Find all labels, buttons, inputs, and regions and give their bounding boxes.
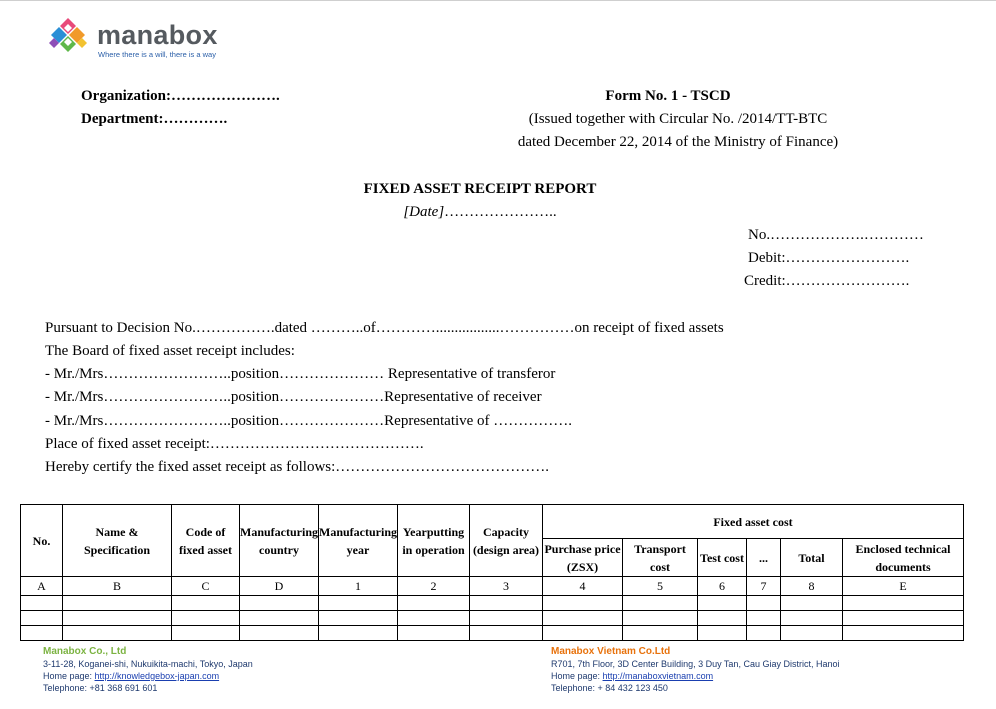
- member-receiver-line: - Mr./Mrs……………………..position…………………Representative of receiver: [45, 389, 542, 405]
- footer-left-homepage-link[interactable]: http://knowledgebox-japan.com: [94, 671, 220, 681]
- header-docs: Enclosed technical documents: [843, 539, 964, 577]
- header-country: Manufacturing country: [240, 505, 319, 577]
- footer-right-company: Manabox Vietnam Co.Ltd: [551, 646, 671, 657]
- department-field: Department:………….: [81, 111, 228, 127]
- header-capacity: Capacity (design area): [470, 505, 543, 577]
- brand-tagline: Where there is a will, there is a way: [98, 50, 216, 59]
- dated-note: dated December 22, 2014 of the Ministry of Finance): [517, 134, 839, 150]
- index-cell: 5: [623, 577, 698, 596]
- member-other-line: - Mr./Mrs……………………..position…………………Representative of …………….: [45, 413, 573, 429]
- index-cell: 7: [747, 577, 781, 596]
- header-etc: ...: [747, 539, 781, 577]
- footer-left-homepage: [43, 670, 253, 682]
- organization-field: Organization:………………….: [81, 88, 280, 104]
- header-test: Test cost: [698, 539, 747, 577]
- header-transport: Transport cost: [623, 539, 698, 577]
- report-date-line: [330, 204, 630, 221]
- table-row: [21, 596, 964, 611]
- footer-right-homepage: [551, 670, 839, 682]
- header-purchase: Purchase price (ZSX): [543, 539, 623, 577]
- place-line: Place of fixed asset receipt:…………………………………….: [45, 436, 424, 452]
- index-cell: 2: [398, 577, 470, 596]
- report-title: FIXED ASSET RECEIPT REPORT: [363, 181, 597, 197]
- index-cell: A: [21, 577, 63, 596]
- footer-left-company: Manabox Co., Ltd: [43, 646, 127, 657]
- page-top-border: [0, 0, 996, 1]
- header-operation: Yearputting in operation: [398, 505, 470, 577]
- table-row: [21, 626, 964, 641]
- footer-right-homepage-link[interactable]: http://manaboxvietnam.com: [602, 671, 714, 681]
- header-cost-group: Fixed asset cost: [543, 505, 964, 539]
- footer-left-telephone: Telephone: +81 368 691 601: [43, 683, 158, 693]
- fixed-asset-table: [20, 504, 964, 641]
- header-code: Code of fixed asset: [172, 505, 240, 577]
- footer-left-address: 3-11-28, Koganei-shi, Nukuikita-machi, Tokyo, Japan: [43, 659, 253, 669]
- table-row: [21, 611, 964, 626]
- brand-name: manabox: [97, 20, 218, 50]
- form-number: Form No. 1 - TSCD: [605, 88, 731, 104]
- report-date: [Date]: [403, 204, 445, 220]
- index-cell: B: [63, 577, 172, 596]
- footer-left-homepage-label: Home page:: [43, 671, 95, 681]
- index-cell: E: [843, 577, 964, 596]
- credit-field: Credit:…………………….: [744, 273, 910, 289]
- index-cell: D: [240, 577, 319, 596]
- footer-right-homepage-label: Home page:: [551, 671, 603, 681]
- issued-note: (Issued together with Circular No. /2014/TT-BTC: [528, 111, 828, 127]
- manabox-logo: [44, 16, 92, 65]
- header-no: No.: [21, 505, 63, 577]
- decision-line: Pursuant to Decision No.…………….dated ………..of………….................……………on receipt of fixed assets: [45, 320, 724, 336]
- index-cell: 4: [543, 577, 623, 596]
- index-cell: 8: [781, 577, 843, 596]
- footer-right-telephone: Telephone: + 84 432 123 450: [551, 683, 668, 693]
- index-cell: 3: [470, 577, 543, 596]
- header-year: Manufacturing year: [319, 505, 398, 577]
- index-cell: C: [172, 577, 240, 596]
- header-name: Name & Specification: [63, 505, 172, 577]
- member-transferor-line: - Mr./Mrs……………………..position………………… Representative of transferor: [45, 366, 556, 382]
- footer-left: [43, 646, 253, 694]
- report-date-dots: …………………..: [444, 204, 557, 220]
- footer-right-address: R701, 7th Floor, 3D Center Building, 3 Duy Tan, Cau Giay District, Hanoi: [551, 659, 840, 669]
- report-number: No.……………….…………: [748, 227, 924, 243]
- footer-right: [551, 646, 839, 694]
- header-total: Total: [781, 539, 843, 577]
- index-row: [21, 577, 964, 596]
- logo-mark-icon: [44, 16, 92, 60]
- debit-field: Debit:…………………….: [748, 250, 910, 266]
- index-cell: 6: [698, 577, 747, 596]
- board-line: The Board of fixed asset receipt includes:: [45, 343, 295, 359]
- index-cell: 1: [319, 577, 398, 596]
- certify-line: Hereby certify the fixed asset receipt as follows:…………………………………….: [45, 459, 550, 475]
